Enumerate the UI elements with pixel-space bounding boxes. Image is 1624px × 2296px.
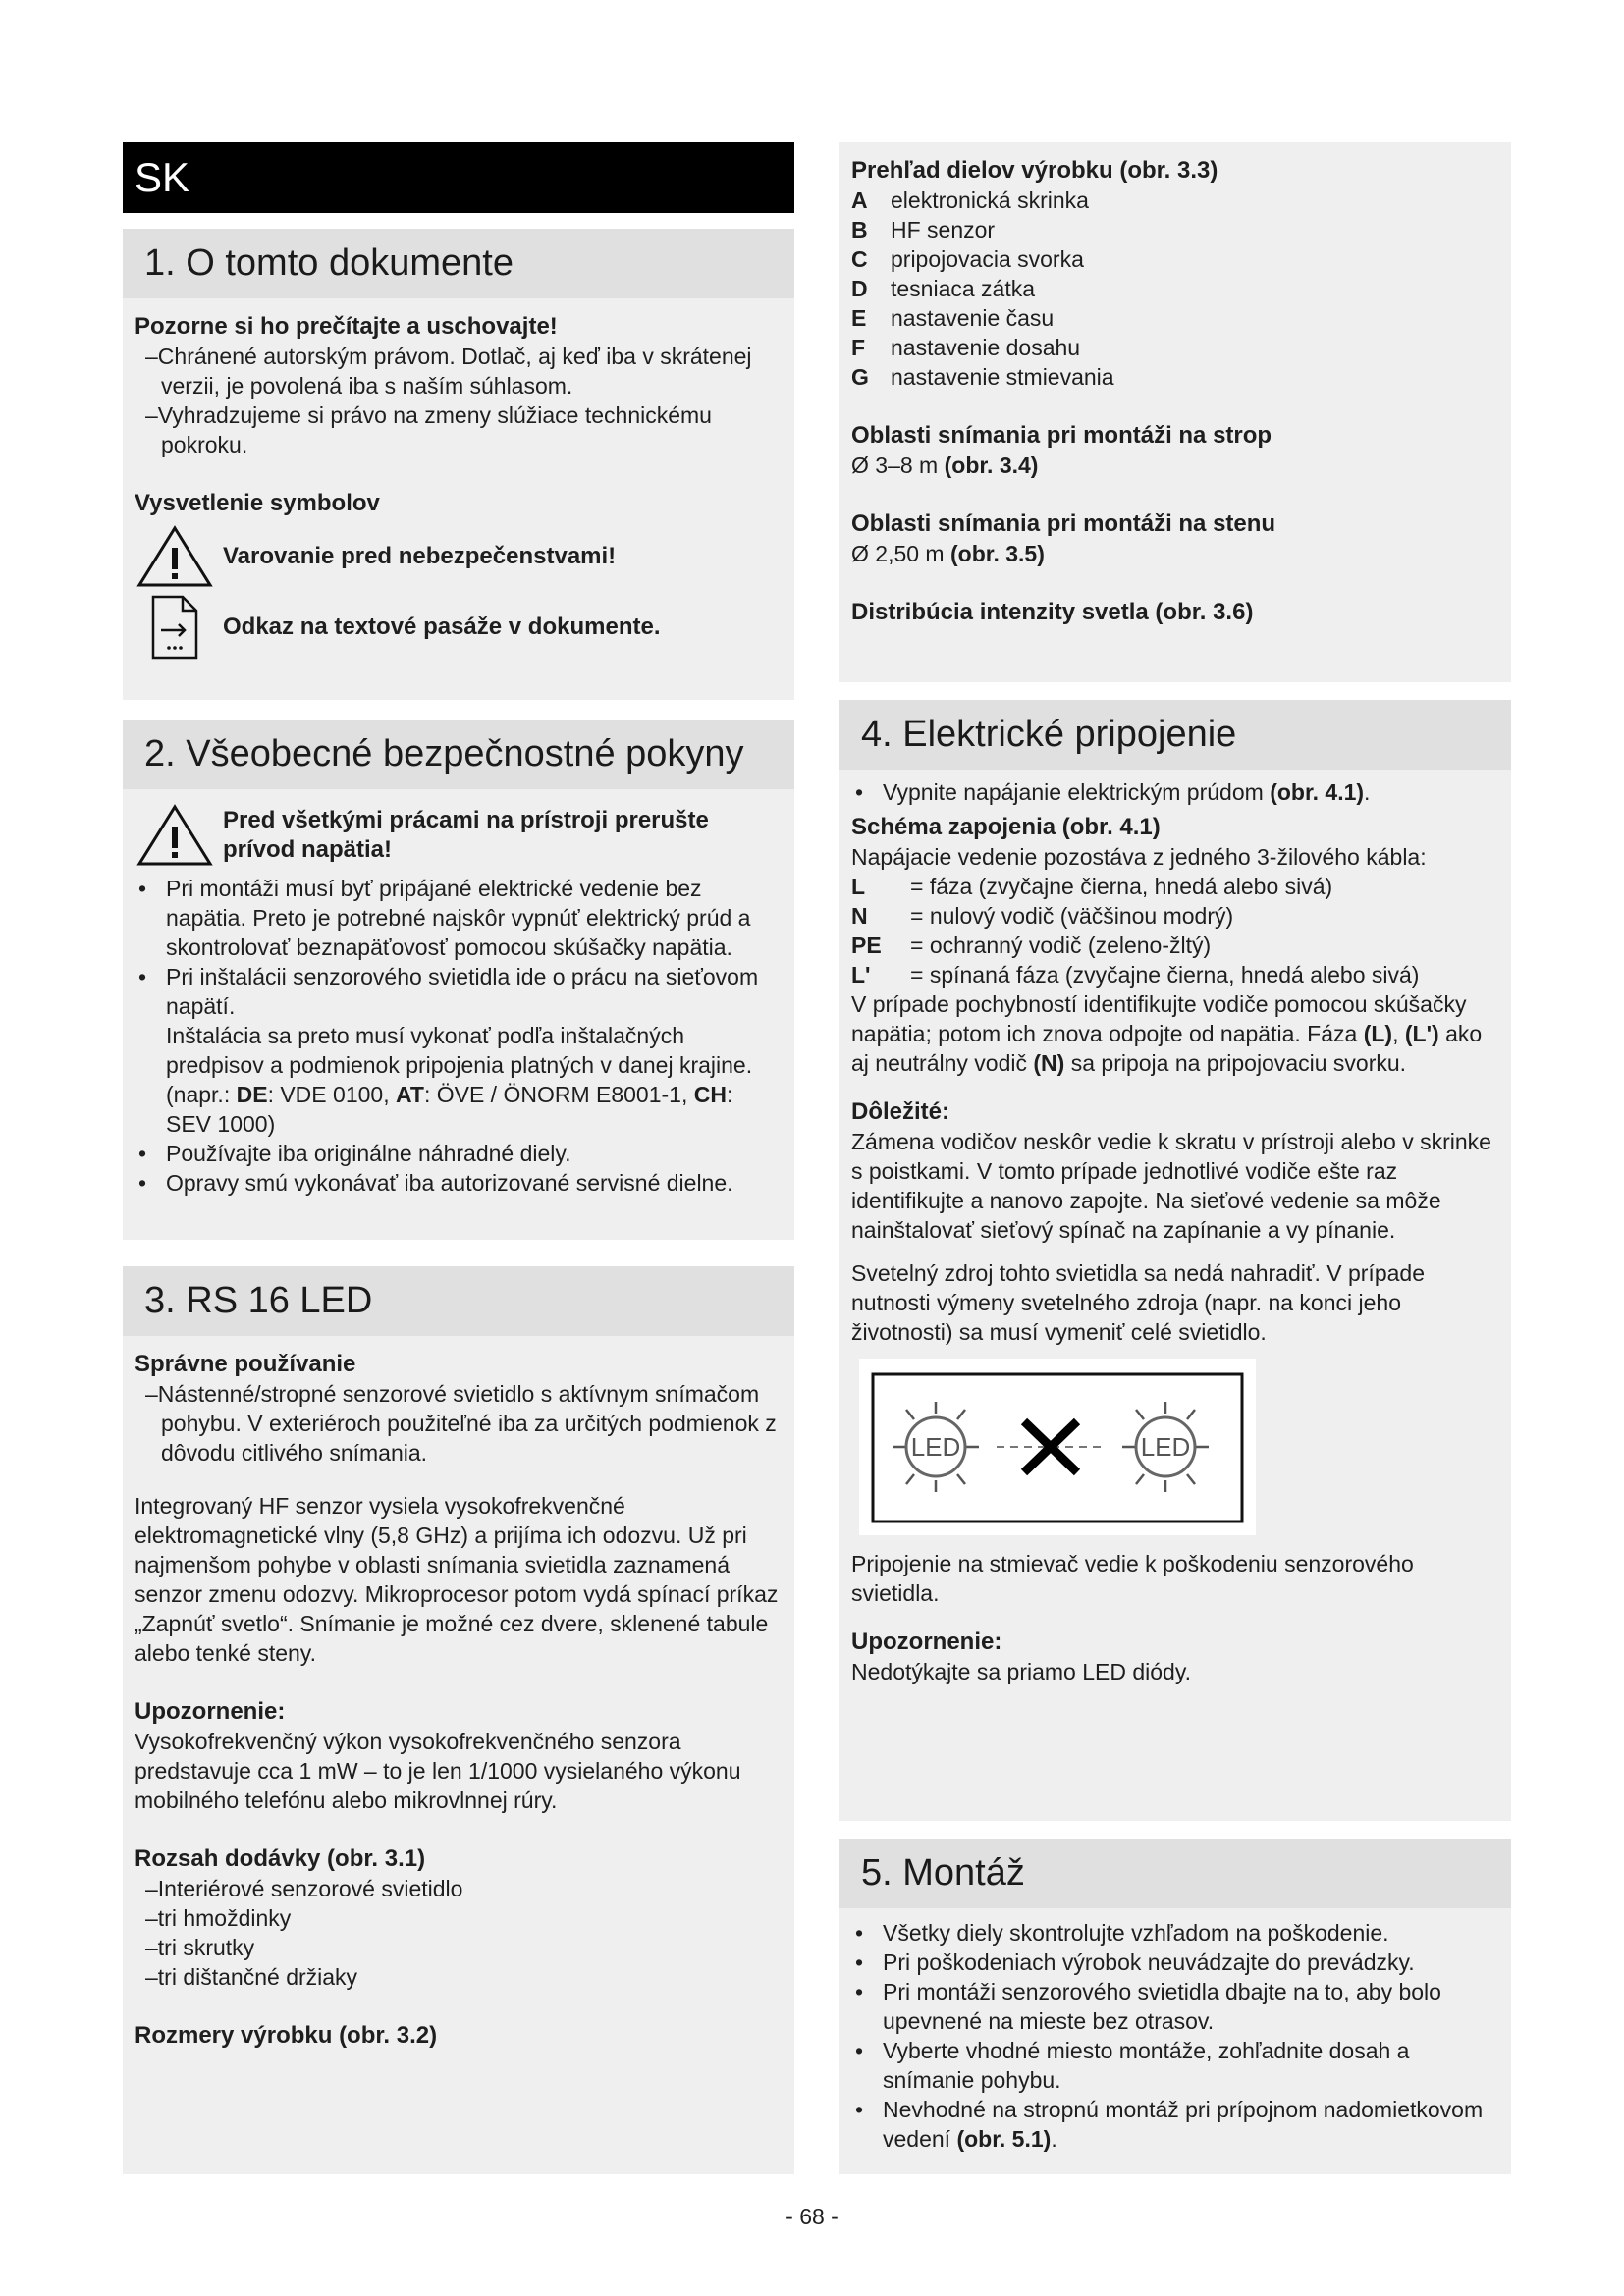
light-source-text: Svetelný zdroj tohto svietidla sa nedá nahradiť. V prípade nutnosti výmeny svetelného zdroja (napr. na konci jeho životnosti) sa musí vymeniť celé svietidlo. (851, 1260, 1425, 1345)
safety-bullet-4: • Opravy smú vykonávať iba autorizované servisné dielne. (160, 1168, 783, 1198)
mounting-bullet-4: • Vyberte vhodné miesto montáže, zohľadnite dosah a snímanie pohybu. (877, 2036, 1499, 2095)
part-key: G (851, 364, 869, 390)
mounting-bullet-5: • Nevhodné na stropnú montáž pri prípojnom nadomietkovom vedení (obr. 5.1). (877, 2095, 1499, 2154)
wire-key: L' (851, 962, 871, 988)
wall-figure-ref: (obr. 3.5) (950, 541, 1045, 566)
country-de: DE (236, 1082, 268, 1107)
no-led-replacement-figure (859, 1359, 1256, 1535)
scope-item: –tri hmoždinky (145, 1905, 292, 1931)
reference-symbol-row (135, 595, 783, 660)
important-heading: Dôležité: (851, 1098, 950, 1125)
proper-use-heading: Správne používanie (135, 1351, 356, 1377)
wall-detection-value: Ø 2,50 m (obr. 3.5) (851, 541, 1045, 566)
mounting-bullet-3: • Pri montáži senzorového svietidla dbajte na to, aby bolo upevnené na mieste bez otrasov. (877, 1977, 1499, 2036)
light-distribution-heading: Distribúcia intenzity svetla (obr. 3.6) (851, 599, 1254, 625)
safety-bullet-2 (160, 962, 783, 1139)
part-key: F (851, 335, 866, 360)
dimmer-warning-text: Pripojenie na stmievač vedie k poškodeniu senzorového svietidla. (851, 1551, 1414, 1606)
overview-panel (839, 142, 1511, 682)
safety-bullet-1: • Pri montáži musí byť pripájané elektrické vedenie bez napätia. Preto je potrebné najskôr vypnúť elektrický prúd a skontrolovať beznapäťovosť pomocou skúšačky napätia. (160, 874, 783, 962)
section-2-panel (123, 720, 794, 1240)
wire-key: PE (851, 933, 882, 958)
doubt-text: V prípade pochybností identifikujte vodiče pomocou skúšačky napätia; potom ich znova odpojte od napätia. Fáza (L), (L') ako aj neutrálny vodič (N) sa pripoja na pripojovaciu svorku. (851, 991, 1483, 1076)
copyright-note: –Chránené autorským právom. Dotlač, aj keď iba v skrátenej verzii, je povolená iba s naším súhlasom. (145, 344, 752, 399)
fig-ref-5-1: (obr. 5.1) (956, 2126, 1052, 2152)
led-label-right: LED (1140, 1432, 1191, 1462)
section-3-title: 3. RS 16 LED (123, 1266, 794, 1336)
reference-symbol-label: Odkaz na textové pasáže v dokumente. (223, 614, 661, 640)
warning-triangle-icon (135, 803, 215, 868)
wire-label: = spínaná fáza (zvyčajne čierna, hnedá alebo sivá) (910, 962, 1420, 988)
section-2-title: 2. Všeobecné bezpečnostné pokyny (123, 720, 794, 789)
country-ch: CH (693, 1082, 727, 1107)
safety-bullet-2-text: Pri inštalácii senzorového svietidla ide o prácu na sieťovom napätí. (166, 964, 759, 1019)
wall-detection-heading: Oblasti snímania pri montáži na stenu (851, 510, 1276, 537)
led-label-left: LED (910, 1432, 961, 1462)
led-note-text: Nedotýkajte sa priamo LED diódy. (851, 1659, 1192, 1684)
language-tag: SK (123, 142, 794, 213)
warning-triangle-icon (135, 524, 215, 589)
install-rules-de: : VDE 0100, (267, 1082, 396, 1107)
warning-symbol-label: Varovanie pred nebezpečenstvami! (223, 543, 617, 569)
hf-sensor-text: Integrovaný HF senzor vysiela vysokofrekvenčné elektromagnetické vlny (5,8 GHz) a prijíma ich odozvu. Už pri najmenšom pohybe v oblasti snímania svietidla zaznamená senzor zmenu odozvy. Mikroprocesor potom vydá spínací príkaz „Zapnúť svetlo“. Snímanie je možné cez dvere, sklenené tabule alebo tenké steny. (135, 1493, 779, 1666)
page-number: - 68 - (785, 2204, 839, 2229)
ceiling-detection-heading: Oblasti snímania pri montáži na strop (851, 422, 1272, 449)
part-label: nastavenie dosahu (891, 335, 1081, 360)
section-5-panel (839, 1839, 1511, 2174)
safety-bullet-3: • Používajte iba originálne náhradné diely. (160, 1139, 783, 1168)
scope-item: –tri dištančné držiaky (145, 1964, 358, 1990)
fig-ref-4-1: (obr. 4.1) (1270, 779, 1365, 805)
read-keep-heading: Pozorne si ho prečítajte a uschovajte! (135, 313, 558, 340)
mounting-bullet-1: • Všetky diely skontrolujte vzhľadom na poškodenie. (877, 1918, 1499, 1948)
document-reference-icon (135, 595, 215, 660)
part-label: nastavenie času (891, 305, 1055, 331)
scope-item: –tri skrutky (145, 1935, 255, 1960)
power-off-bullet: • Vypnite napájanie elektrickým prúdom (obr. 4.1). (877, 777, 1499, 807)
wire-label: = nulový vodič (väčšinou modrý) (910, 903, 1234, 929)
wire-key: L (851, 874, 866, 899)
parts-overview-heading: Prehľad dielov výrobku (obr. 3.3) (851, 157, 1218, 184)
part-key: A (851, 187, 868, 213)
wiring-intro: Napájacie vedenie pozostáva z jedného 3-žilového kábla: (851, 844, 1427, 870)
important-text: Zámena vodičov neskôr vedie k skratu v prístroji alebo v skrinke s poistkami. V tomto prípade jednotlivé vodiče ešte raz identifikujte a nanovo zapojte. Na sieťové vedenie sa môže nainštalovať sieťový spínač na zapínanie a vy pínanie. (851, 1129, 1491, 1243)
part-key: E (851, 305, 867, 331)
section-1-title: 1. O tomto dokumente (123, 229, 794, 298)
power-warning-row (135, 803, 783, 868)
symbols-heading: Vysvetlenie symbolov (135, 490, 380, 516)
part-label: nastavenie stmievania (891, 364, 1114, 390)
mounting-bullet-2: • Pri poškodeniach výrobok neuvádzajte do prevádzky. (877, 1948, 1499, 1977)
wire-label: = fáza (zvyčajne čierna, hnedá alebo sivá) (910, 874, 1333, 899)
note-heading: Upozornenie: (135, 1698, 286, 1725)
country-at: AT (395, 1082, 424, 1107)
part-label: tesniaca zátka (891, 276, 1036, 301)
install-rules-ch: : SEV 1000) (166, 1082, 733, 1137)
ceiling-figure-ref: (obr. 3.4) (944, 453, 1039, 478)
part-key: D (851, 276, 868, 301)
section-5-title: 5. Montáž (839, 1839, 1511, 1908)
scope-item: –Interiérové senzorové svietidlo (145, 1876, 463, 1901)
section-4-title: 4. Elektrické pripojenie (839, 700, 1511, 770)
parts-list (851, 186, 1499, 392)
part-label: HF senzor (891, 217, 996, 242)
scope-heading: Rozsah dodávky (obr. 3.1) (135, 1845, 426, 1872)
changes-note: –Vyhradzujeme si právo na zmeny slúžiace technickému pokroku. (145, 402, 712, 457)
part-label: elektronická skrinka (891, 187, 1089, 213)
wire-list (851, 872, 1499, 989)
wire-label: = ochranný vodič (zeleno-žltý) (910, 933, 1212, 958)
part-key: B (851, 217, 868, 242)
section-4-panel (839, 700, 1511, 1821)
ceiling-detection-value: Ø 3–8 m (obr. 3.4) (851, 453, 1039, 478)
install-rules-at: : ÖVE / ÖNORM E8001-1, (423, 1082, 694, 1107)
dimensions-heading: Rozmery výrobku (obr. 3.2) (135, 2022, 438, 2049)
section-1-panel (123, 229, 794, 700)
wire-key: N (851, 903, 868, 929)
section-3-panel (123, 1266, 794, 2174)
power-warning-text: Pred všetkými prácami na prístroji prerušte prívod napätia! (223, 807, 709, 863)
part-label: pripojovacia svorka (891, 246, 1084, 272)
install-rules-text: Inštalácia sa preto musí vykonať podľa inštalačných predpisov a podmienok pripojenia platných v danej krajine. (napr.: (166, 1023, 753, 1107)
wiring-schema-heading: Schéma zapojenia (obr. 4.1) (851, 814, 1161, 840)
note-text: Vysokofrekvenčný výkon vysokofrekvenčného senzora predstavuje cca 1 mW – to je len 1/1000 vysielaného výkonu mobilného telefónu alebo mikrovlnnej rúry. (135, 1729, 741, 1813)
led-note-heading: Upozornenie: (851, 1629, 1002, 1655)
part-key: C (851, 246, 868, 272)
proper-use-text: –Nástenné/stropné senzorové svietidlo s aktívnym snímačom pohybu. V exteriéroch použiteľné iba za určitých podmienok z dôvodu citlivého snímania. (145, 1381, 777, 1466)
warning-symbol-row (135, 524, 783, 589)
